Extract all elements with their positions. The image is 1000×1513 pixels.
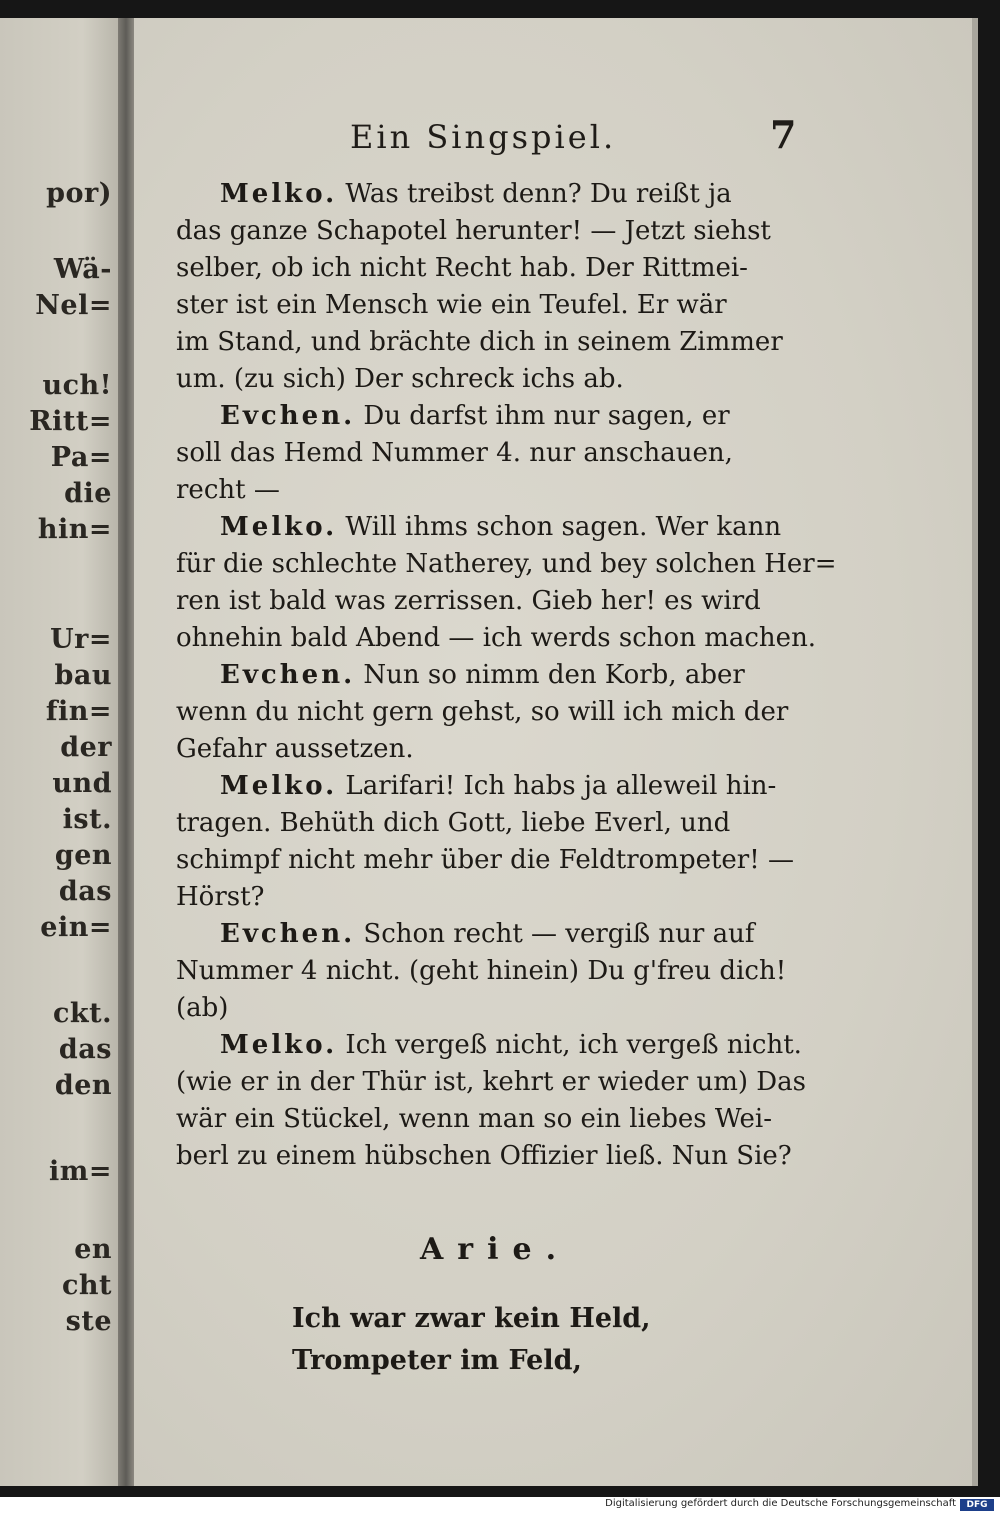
text-line: selber, ob ich nicht Recht hab. Der Rittmei- — [176, 253, 748, 283]
text-line: Larifari! Ich habs ja alleweil hin- — [345, 771, 777, 801]
left-fragment: ein= — [40, 912, 112, 943]
book-gutter — [118, 18, 134, 1486]
text-line: für die schlechte Natherey, und bey solchen Her= — [176, 549, 837, 579]
speaker-name: Evchen. — [220, 919, 356, 949]
verse-line: Trompeter im Feld, — [292, 1345, 582, 1376]
speaker-name: Melko. — [220, 771, 338, 801]
dialogue-paragraph — [176, 768, 806, 916]
running-head: Ein Singspiel. — [350, 118, 617, 156]
left-fragment: den — [54, 1070, 112, 1101]
text-line: wenn du nicht gern gehst, so will ich mich der — [176, 697, 789, 727]
text-line: recht — — [176, 475, 280, 505]
text-line: berl zu einem hübschen Offizier ließ. Nun Sie? — [176, 1141, 792, 1171]
left-fragment: cht — [61, 1270, 112, 1301]
text-line: ohnehin bald Abend — ich werds schon machen. — [176, 623, 817, 653]
left-fragment: bau — [54, 660, 112, 691]
dialogue-paragraph — [176, 1027, 806, 1175]
left-fragment: die — [64, 478, 112, 509]
dialogue-paragraph — [176, 657, 806, 768]
text-line: Schon recht — vergiß nur auf — [363, 919, 755, 949]
left-fragment: ckt. — [52, 998, 112, 1029]
text-line: Du darfst ihm nur sagen, er — [363, 401, 730, 431]
left-fragment: ste — [65, 1306, 112, 1337]
funding-credit: Digitalisierung gefördert durch die Deutsche Forschungsgemeinschaft — [605, 1498, 956, 1509]
left-page-edge — [0, 18, 118, 1486]
verse-lines — [292, 1298, 651, 1382]
left-fragment: en — [74, 1234, 112, 1265]
left-fragment: por) — [46, 178, 112, 209]
text-line: (ab) — [176, 993, 229, 1023]
left-fragment: hin= — [37, 514, 112, 545]
dialogue-paragraph — [176, 509, 837, 657]
text-line: Nun so nimm den Korb, aber — [363, 660, 745, 690]
left-fragment: und — [52, 768, 112, 799]
left-fragment: gen — [54, 840, 112, 871]
digitization-footer — [0, 1497, 1000, 1513]
text-line: Was treibst denn? Du reißt ja — [345, 179, 732, 209]
text-line: um. (zu sich) Der schreck ichs ab. — [176, 364, 624, 394]
text-line: Hörst? — [176, 882, 265, 912]
left-fragment: Ritt= — [29, 406, 112, 437]
page-edge — [972, 18, 978, 1486]
page-number: 7 — [770, 112, 797, 157]
speaker-name: Melko. — [220, 1030, 338, 1060]
left-fragment: das — [58, 876, 112, 907]
text-line: schimpf nicht mehr über die Feldtrompeter! — — [176, 845, 794, 875]
dialogue-paragraph — [176, 916, 806, 1027]
left-fragment: fin= — [45, 696, 112, 727]
left-fragment: Wä- — [53, 254, 112, 285]
left-fragment: Ur= — [50, 624, 112, 655]
speaker-name: Evchen. — [220, 660, 356, 690]
dialogue-paragraph — [176, 176, 806, 398]
text-line: Nummer 4 nicht. (geht hinein) Du g'freu dich! — [176, 956, 787, 986]
text-line: Gefahr aussetzen. — [176, 734, 414, 764]
left-fragment: uch! — [42, 370, 112, 401]
text-line: ster ist ein Mensch wie ein Teufel. Er wär — [176, 290, 727, 320]
text-line: wär ein Stückel, wenn man so ein liebes Wei- — [176, 1104, 772, 1134]
dfg-logo-icon: DFG — [960, 1499, 994, 1511]
speaker-name: Evchen. — [220, 401, 356, 431]
left-fragment: Pa= — [50, 442, 112, 473]
left-fragment: ist. — [62, 804, 112, 835]
dialogue-paragraph — [176, 398, 806, 509]
text-line: im Stand, und brächte dich in seinem Zimmer — [176, 327, 783, 357]
dialogue-text — [176, 176, 837, 1175]
verse-line: Ich war zwar kein Held, — [292, 1303, 651, 1334]
text-line: ren ist bald was zerrissen. Gieb her! es wird — [176, 586, 761, 616]
text-line: tragen. Behüth dich Gott, liebe Everl, und — [176, 808, 731, 838]
left-fragment: der — [60, 732, 112, 763]
aria-heading: Arie. — [420, 1232, 571, 1267]
text-line: (wie er in der Thür ist, kehrt er wieder um) Das — [176, 1067, 806, 1097]
text-line: das ganze Schapotel herunter! — Jetzt siehst — [176, 216, 771, 246]
speaker-name: Melko. — [220, 179, 338, 209]
left-fragment: im= — [49, 1156, 112, 1187]
left-fragment: Nel= — [35, 290, 112, 321]
text-line: Ich vergeß nicht, ich vergeß nicht. — [345, 1030, 802, 1060]
left-fragment: das — [58, 1034, 112, 1065]
text-line: Will ihms schon sagen. Wer kann — [345, 512, 782, 542]
text-line: soll das Hemd Nummer 4. nur anschauen, — [176, 438, 733, 468]
speaker-name: Melko. — [220, 512, 338, 542]
